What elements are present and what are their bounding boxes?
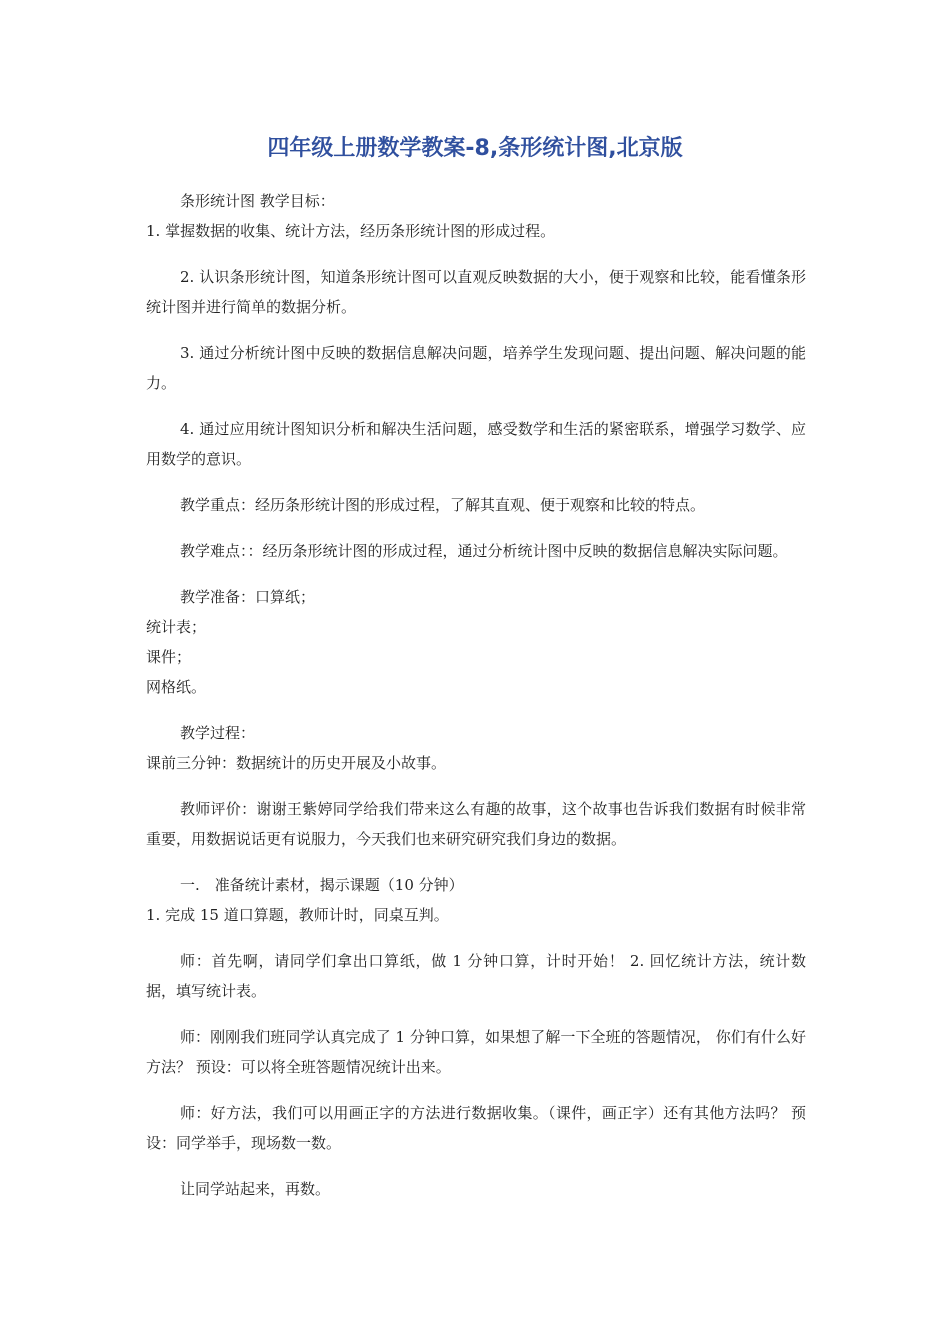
objective-2: 2. 认识条形统计图，知道条形统计图可以直观反映数据的大小，便于观察和比较，能看懂条形统计图并进行简单的数据分析。 (146, 268, 806, 316)
process-paragraph: 让同学站起来，再数。 (180, 1180, 331, 1198)
process-paragraph: 课前三分钟：数据统计的历史开展及小故事。 (146, 754, 447, 772)
document-body (146, 186, 806, 1204)
preparation-item: 网格纸。 (146, 678, 207, 696)
step-item: 1. 完成 15 道口算题，教师计时，同桌互判。 (146, 906, 449, 924)
teacher-dialogue: 师：好方法，我们可以用画正字的方法进行数据收集。（课件，画正字）还有其他方法吗？ 预设：同学举手，现场数一数。 (146, 1104, 806, 1152)
teacher-evaluation: 教师评价：谢谢王紫婷同学给我们带来这么有趣的故事，这个故事也告诉我们数据有时候非常重要，用数据说话更有说服力，今天我们也来研究研究我们身边的数据。 (146, 800, 806, 848)
teaching-key-point: 教学重点：经历条形统计图的形成过程，了解其直观、便于观察和比较的特点。 (180, 496, 706, 514)
objective-1: 1. 掌握数据的收集、统计方法，经历条形统计图的形成过程。 (146, 222, 556, 240)
document-title: 四年级上册数学教案-8,条形统计图,北京版 (267, 136, 683, 161)
preparation-item: 课件； (146, 648, 192, 666)
teaching-preparation: 教学准备：口算纸； (180, 588, 316, 606)
preparation-item: 统计表； (146, 618, 207, 636)
teacher-dialogue: 师：首先啊，请同学们拿出口算纸，做 1 分钟口算，计时开始！ 2. 回忆统计方法，统计数据，填写统计表。 (146, 952, 806, 1000)
teaching-difficulty: 教学难点：：经历条形统计图的形成过程，通过分析统计图中反映的数据信息解决实际问题。 (180, 542, 788, 560)
step-heading-1: 一. 准备统计素材，揭示课题（10 分钟） (180, 876, 464, 894)
teacher-dialogue: 师：刚刚我们班同学认真完成了 1 分钟口算，如果想了解一下全班的答题情况， 你们有什么好方法？ 预设：可以将全班答题情况统计出来。 (146, 1028, 806, 1076)
section-heading-objectives: 条形统计图 教学目标： (180, 192, 335, 210)
objective-4: 4. 通过应用统计图知识分析和解决生活问题，感受数学和生活的紧密联系，增强学习数学、应用数学的意识。 (146, 420, 806, 468)
objective-3: 3. 通过分析统计图中反映的数据信息解决问题，培养学生发现问题、提出问题、解决问题的能力。 (146, 344, 806, 392)
section-heading-process: 教学过程： (180, 724, 256, 742)
